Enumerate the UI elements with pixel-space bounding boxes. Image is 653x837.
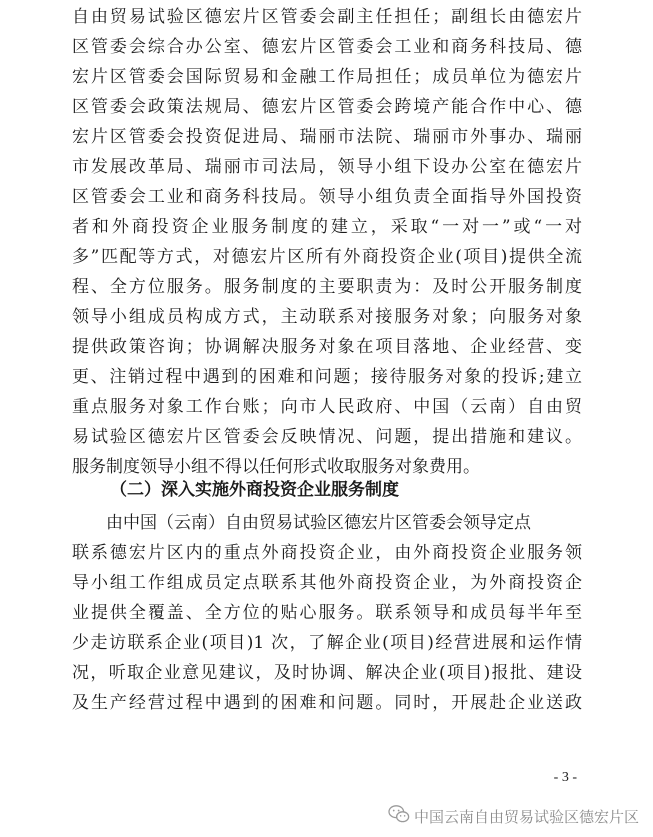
body-line: 提供政策咨询；协调解决服务对象在项目落地、企业经营、变 xyxy=(72,337,582,357)
wechat-watermark xyxy=(388,804,639,830)
wechat-icon xyxy=(388,804,410,830)
body-line: 自由贸易试验区德宏片区管委会副主任担任；副组长由德宏片 xyxy=(72,7,582,27)
body-line: 服务制度领导小组不得以任何形式收取服务对象费用。 xyxy=(72,457,480,477)
section-2-heading: （二）深入实施外商投资企业服务制度 xyxy=(110,480,399,500)
section-2-body xyxy=(72,508,582,718)
body-line: 者和外商投资企业服务制度的建立，采取“一对一”或“一对 xyxy=(72,217,582,237)
body-line: 区管委会政策法规局、德宏片区管委会跨境产能合作中心、德 xyxy=(72,97,582,117)
body-line: 市发展改革局、瑞丽市司法局，领导小组下设办公室在德宏片 xyxy=(72,157,582,177)
body-line: 由中国（云南）自由贸易试验区德宏片区管委会领导定点 xyxy=(106,513,531,533)
body-line: 更、注销过程中遇到的困难和问题；接待服务对象的投诉;建立 xyxy=(72,367,582,387)
body-line: 及生产经营过程中遇到的困难和问题。同时，开展赴企业送政 xyxy=(72,693,582,713)
body-line: 重点服务对象工作台账；向市人民政府、中国（云南）自由贸 xyxy=(72,397,582,417)
body-line: 宏片区管委会国际贸易和金融工作局担任；成员单位为德宏片 xyxy=(72,67,582,87)
body-line: 少走访联系企业(项目)1 次，了解企业(项目)经营进展和运作情 xyxy=(72,633,582,653)
page-number: - 3 - xyxy=(553,770,577,785)
body-line: 业提供全覆盖、全方位的贴心服务。联系领导和成员每半年至 xyxy=(72,603,582,623)
body-line: 联系德宏片区内的重点外商投资企业，由外商投资企业服务领 xyxy=(72,543,582,563)
body-line: 宏片区管委会投资促进局、瑞丽市法院、瑞丽市外事办、瑞丽 xyxy=(72,127,582,147)
body-line: 况，听取企业意见建议，及时协调、解决企业(项目)报批、建设 xyxy=(72,663,582,683)
body-line: 易试验区德宏片区管委会反映情况、问题，提出措施和建议。 xyxy=(72,427,582,447)
body-line: 区管委会综合办公室、德宏片区管委会工业和商务科技局、德 xyxy=(72,37,582,57)
watermark-text: 中国云南自由贸易试验区德宏片区 xyxy=(413,808,639,826)
body-line: 多”匹配等方式，对德宏片区所有外商投资企业(项目)提供全流 xyxy=(72,247,582,267)
section-1-body xyxy=(72,2,582,482)
body-line: 区管委会工业和商务科技局。领导小组负责全面指导外国投资 xyxy=(72,187,582,207)
body-line: 导小组工作组成员定点联系其他外商投资企业，为外商投资企 xyxy=(72,573,582,593)
body-line: 领导小组成员构成方式，主动联系对接服务对象；向服务对象 xyxy=(72,307,582,327)
body-line: 程、全方位服务。服务制度的主要职责为：及时公开服务制度 xyxy=(72,277,582,297)
